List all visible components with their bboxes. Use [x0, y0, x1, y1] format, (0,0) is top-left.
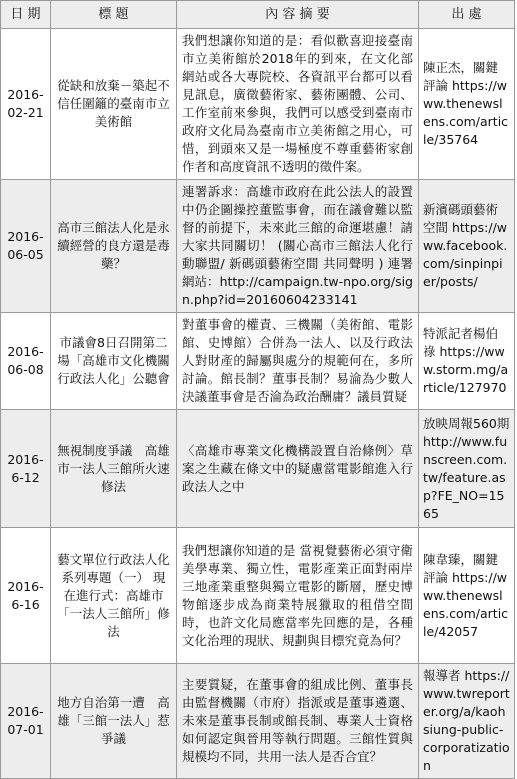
- row-date: 2016-02-21: [1, 29, 51, 180]
- row-date: 2016-06-05: [1, 180, 51, 313]
- table-row: [1, 29, 515, 180]
- row-source: 陳正杰，關鍵評論 https://www.thenewslens.com/article/35764: [419, 29, 515, 180]
- table-row: [1, 313, 515, 410]
- header-date: 日 期: [1, 1, 51, 29]
- row-content: 對董事會的權責、三機關（美術館、電影館、史博館）合併為一法人、以及行政法人對財產的歸屬與處分的規範何在，多所討論。館長制？董事長制？易淪為少數人決議董事會是否淪為政治酬庸？議員質疑: [177, 313, 419, 410]
- row-content: 主要質疑，在董事會的組成比例、董事長由監督機關（市府）指派或是董事遴選、未來是董事長制或館長制、專業人士資格如何認定與晉用等執行問題。三館性質與規模均不同，共用一法人是否合宜？: [177, 664, 419, 779]
- row-content: 我們想讓你知道的是：看似歡喜迎接臺南市立美術館於2018年的到來，在文化部網站或各大專院校、各資訊平台都可以看見訊息，廣徵藝術家、藝術團體、公司、工作室前來參與，我們可以感受到臺南市政府文化局為臺南市立美術館之用心，可惜，到頭來又是一場極度不尊重藝術家創作者和高度資訊不透明的徵件案。: [177, 29, 419, 180]
- row-date: 2016-07-01: [1, 664, 51, 779]
- row-content: 我們想讓你知道的是 當視覺藝術必須守衛美學專業、獨立性，電影產業正面對兩岸三地產業重整與獨立電影的斷層，歷史博物館逐步成為商業特展獵取的租借空間時，也許文化局應當率先回應的是，各種文化治理的現狀、規劃與目標究竟為何？: [177, 528, 419, 664]
- row-source: 特派記者楊伯祿 https://www.storm.mg/article/127970: [419, 313, 515, 410]
- row-source: 新濱碼頭藝術空間 https://www.facebook.com/sinpinpier/posts/: [419, 180, 515, 313]
- row-source: 陳韋臻，關鍵評論 https://www.thenewslens.com/article/42057: [419, 528, 515, 664]
- table-row: [1, 528, 515, 664]
- row-title: 高市三館法人化是永續經營的良方還是毒藥？: [51, 180, 177, 313]
- header-content: 內 容 摘 要: [177, 1, 419, 29]
- row-source: 放映周報560期 http://www.funscreen.com.tw/feature.asp?FE_NO=1565: [419, 410, 515, 528]
- row-source: 報導者 https://www.twreporter.org/a/kaohsiung-public-corporatization: [419, 664, 515, 779]
- row-title: 無視制度爭議 高雄市一法人三館所火速修法: [51, 410, 177, 528]
- row-date: 2016-6-16: [1, 528, 51, 664]
- table-row: [1, 410, 515, 528]
- row-date: 2016-6-12: [1, 410, 51, 528]
- header-row: [1, 1, 515, 29]
- row-content: 連署訴求：高雄市政府在此公法人的設置中仍企圖操控董監事會，而在議會難以監督的前提下，未來此三館的命運堪慮！請大家共同關切！ (關心高市三館法人化行動聯盟/ 新碼頭藝術空間 共同聲明 ) 連署網站：http://campaign.tw-npo.org/sign.php?id=20160604233141: [177, 180, 419, 313]
- header-source: 出 處: [419, 1, 515, 29]
- row-title: 從缺和放棄－築起不信任圍籬的臺南市立美術館: [51, 29, 177, 180]
- row-date: 2016-06-08: [1, 313, 51, 410]
- row-content: 〈高雄市專業文化機構設置自治條例〉草案之生藏在條文中的疑慮當電影館進入行政法人之中: [177, 410, 419, 528]
- header-title: 標 題: [51, 1, 177, 29]
- row-title: 地方自治第一遭 高雄「三館一法人」惹爭議: [51, 664, 177, 779]
- row-title: 市議會8日召開第二場「高雄市文化機關行政法人化」公聽會: [51, 313, 177, 410]
- table-row: [1, 180, 515, 313]
- table-row: [1, 664, 515, 779]
- row-title: 藝文單位行政法人化系列專題（一） 現在進行式：高雄市「一法人三館所」修法: [51, 528, 177, 664]
